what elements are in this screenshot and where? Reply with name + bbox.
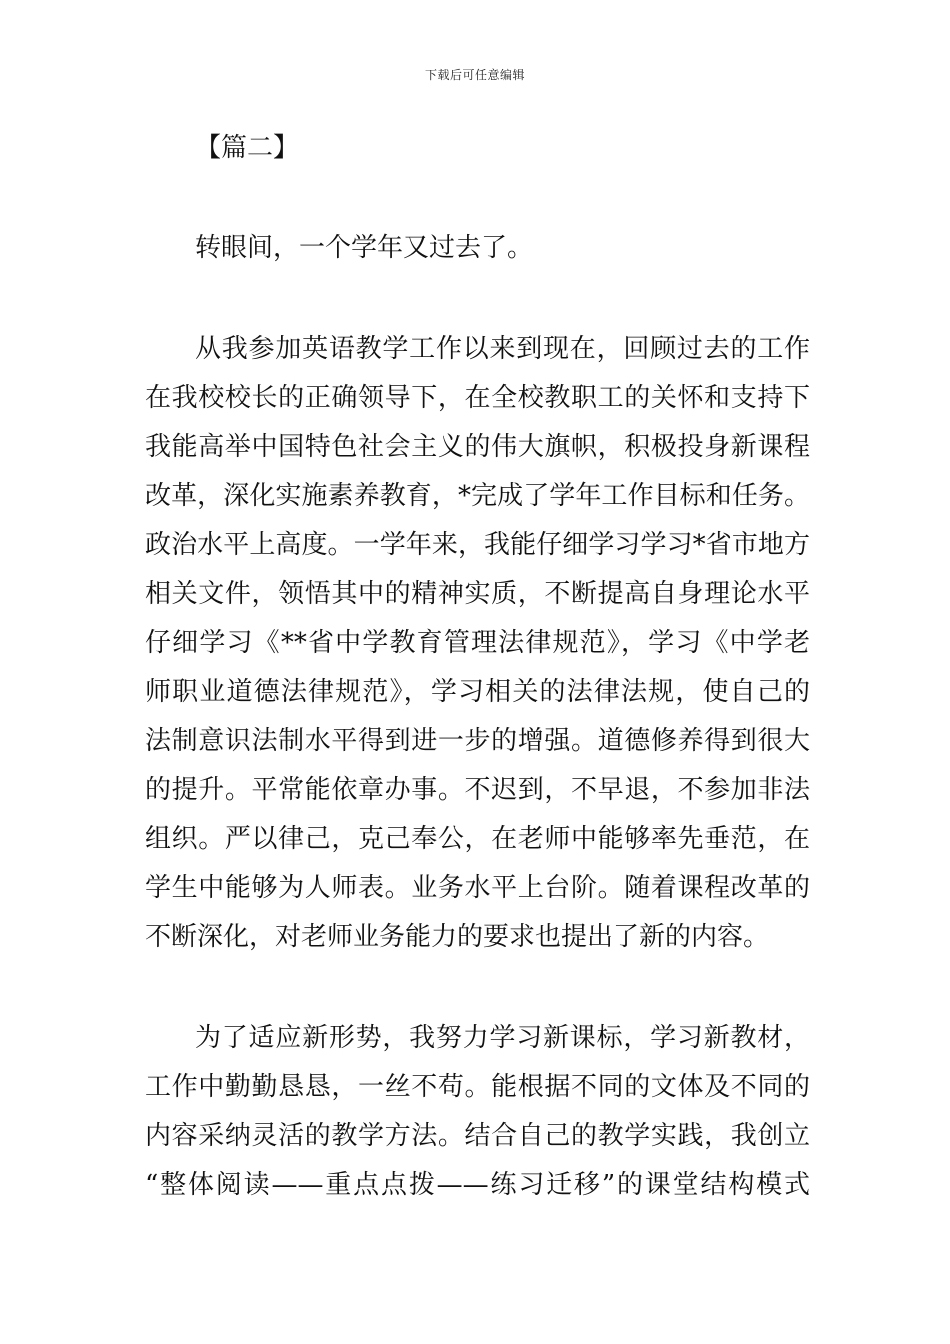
paragraph-2-line-11: 组织。严以律己，克己奉公，在老师中能够率先垂范，在 bbox=[145, 824, 810, 854]
paragraph-2-line-9: 法制意识法制水平得到进一步的增强。道德修养得到很大 bbox=[145, 726, 810, 756]
paragraph-3-line-2: 工作中勤勤恳恳，一丝不苟。能根据不同的文体及不同的 bbox=[145, 1072, 810, 1102]
header-note: 下载后可任意编辑 bbox=[424, 68, 525, 82]
paragraph-2-line-8: 师职业道德法律规范》，学习相关的法律法规，使自己的 bbox=[145, 677, 810, 707]
paragraph-2-line-2: 在我校校长的正确领导下，在全校教职工的关怀和支持下 bbox=[145, 383, 810, 413]
paragraph-3-line-1: 为了适应新形势，我努力学习新课标，学习新教材， bbox=[195, 1023, 810, 1053]
paragraph-2-line-10: 的提升。平常能依章办事。不迟到，不早退，不参加非法 bbox=[145, 775, 810, 805]
section-title: 【篇二】 bbox=[195, 133, 300, 163]
paragraph-3-line-4: “整体阅读——重点点拨——练习迁移”的课堂结构模式 bbox=[145, 1170, 810, 1200]
paragraph-2-line-4: 改革，深化实施素养教育，*完成了学年工作目标和任务。 bbox=[145, 481, 810, 511]
paragraph-2-line-3: 我能高举中国特色社会主义的伟大旗帜，积极投身新课程 bbox=[145, 432, 810, 462]
paragraph-2-line-1: 从我参加英语教学工作以来到现在，回顾过去的工作 bbox=[195, 334, 810, 364]
paragraph-2-line-6: 相关文件，领悟其中的精神实质，不断提高自身理论水平 bbox=[145, 579, 810, 609]
paragraph-2-line-12: 学生中能够为人师表。业务水平上台阶。随着课程改革的 bbox=[145, 873, 810, 903]
paragraph-1-line-1: 转眼间，一个学年又过去了。 bbox=[195, 233, 534, 263]
paragraph-3-line-3: 内容采纳灵活的教学方法。结合自己的教学实践，我创立 bbox=[145, 1121, 810, 1151]
paragraph-2-line-7: 仔细学习《**省中学教育管理法律规范》，学习《中学老 bbox=[145, 628, 810, 658]
paragraph-2-line-13: 不断深化，对老师业务能力的要求也提出了新的内容。 bbox=[145, 922, 770, 952]
paragraph-2-line-5: 政治水平上高度。一学年来，我能仔细学习学习*省市地方 bbox=[145, 530, 810, 560]
